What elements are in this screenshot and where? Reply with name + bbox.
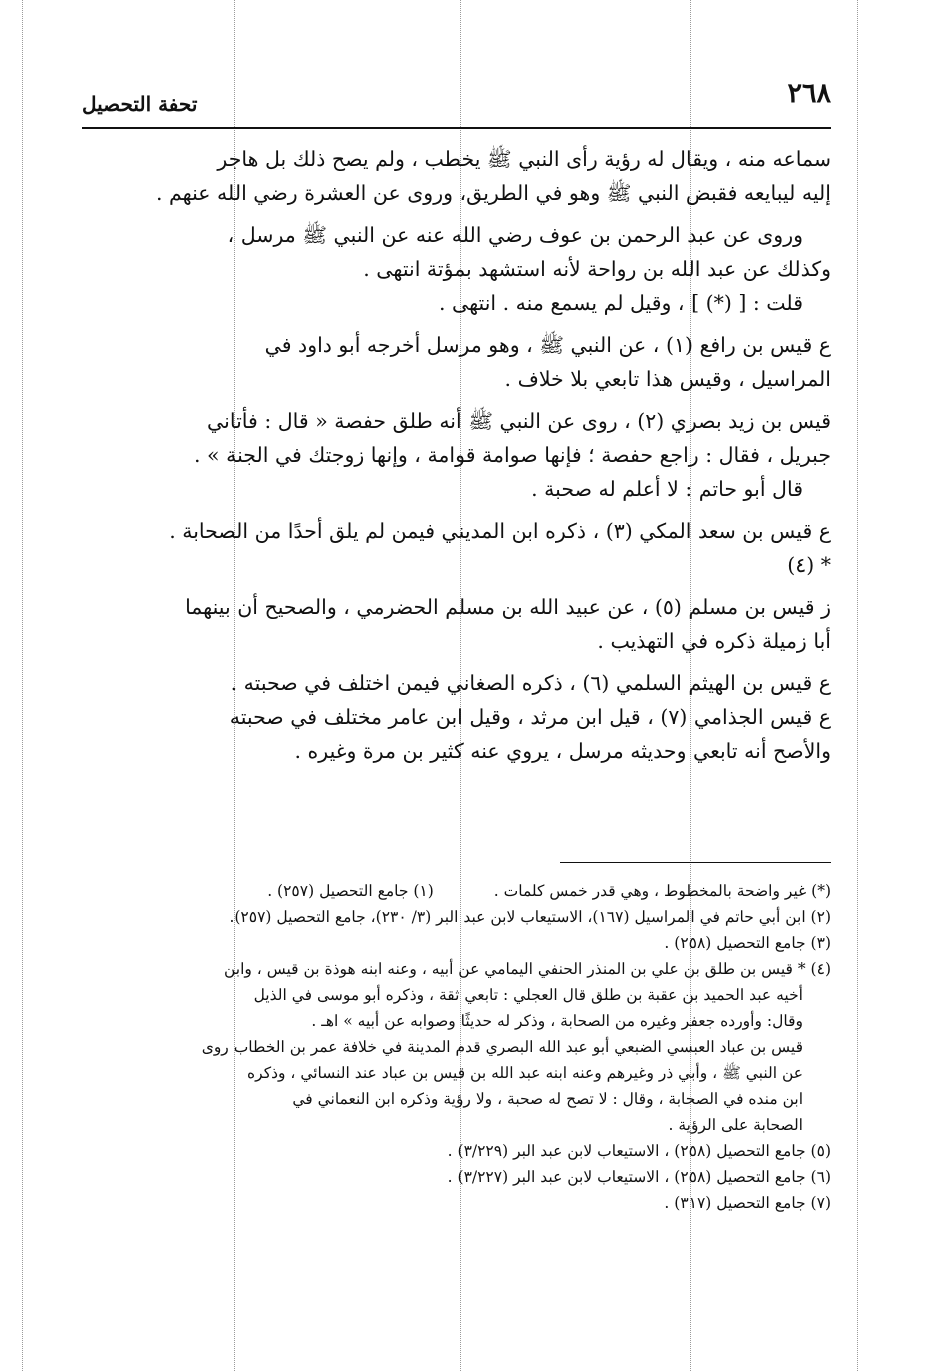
- entry-qays-ibn-rafi: ع قيس بن رافع (١) ، عن النبي ﷺ ، وهو مرسل أخرجه أبو داود في: [264, 333, 831, 357]
- text-line: أبا زميلة ذكره في التهذيب .: [597, 629, 831, 653]
- main-text: [82, 142, 831, 768]
- text-line: وروى عن عبد الرحمن بن عوف رضي الله عنه عن النبي ﷺ مرسل ،: [227, 223, 803, 247]
- footnote-3: (٣) جامع التحصيل (٢٥٨) .: [664, 934, 831, 952]
- entry-qays-al-judhami: ع قيس الجذامي (٧) ، قيل ابن مرثد ، وقيل ابن عامر مختلف في صحبته: [229, 705, 831, 729]
- text-line: قال أبو حاتم : لا أعلم له صحبة .: [531, 477, 803, 501]
- footnote-1: (١) جامع التحصيل (٢٥٧) .: [267, 882, 434, 900]
- text-line: والأصح أنه تابعي وحديثه مرسل ، يروي عنه كثير بن مرة وغيره .: [294, 739, 831, 763]
- entry-qays-ibn-zayd: قيس بن زيد بصري (٢) ، روى عن النبي ﷺ أنه طلق حفصة « قال : فأتاني: [207, 409, 831, 433]
- footnotes: [82, 878, 831, 1216]
- footnote-4-cont: أخيه عبد الحميد بن عقبة بن طلق قال العجلي : تابعي ثقة ، وذكره أبو موسى في الذيل: [253, 986, 803, 1004]
- footnote-4: (٤) * قيس بن طلق بن علي بن المنذر الحنفي اليمامي عن أبيه ، وعنه ابنه هوذة بن قيس ، وابن: [223, 960, 831, 978]
- text-line: سماعه منه ، ويقال له رؤية رأى النبي ﷺ يخطب ، ولم يصح ذلك بل هاجر: [217, 147, 831, 171]
- footnote-4-cont: قيس بن عباد العبسي الضبعي أبو عبد الله البصري قدم المدينة في خلافة عمر بن الخطاب روى: [201, 1038, 803, 1056]
- entry-qays-ibn-muslim: ز قيس بن مسلم (٥) ، عن عبيد الله بن مسلم الحضرمي ، والصحيح أن بينهما: [185, 595, 831, 619]
- text-line: إليه ليبايعه فقبض النبي ﷺ وهو في الطريق، وروى عن العشرة رضي الله عنهم .: [156, 181, 831, 205]
- header-rule: [82, 127, 831, 129]
- scan-guide-line: [857, 0, 858, 1371]
- footnote-7: (٧) جامع التحصيل (٣١٧) .: [664, 1194, 831, 1212]
- footnote-4-cont: الصحابة على الرؤية .: [668, 1116, 803, 1134]
- footnote-2: (٢) ابن أبي حاتم في المراسيل (١٦٧)، الاستيعاب لابن عبد البر (٣/ ٢٣٠)، جامع التحصيل (٢٥٧).: [229, 908, 831, 926]
- footnote-4-cont: عن النبي ﷺ ، وأبي ذر وغيرهم وعنه ابنه عبد الله بن قيس بن عباد عند النسائي ، وذكره: [247, 1064, 803, 1082]
- page-header: [82, 78, 831, 124]
- text-line: قلت : [ (*) ] ، وقيل لم يسمع منه . انتهى .: [438, 291, 803, 315]
- footnote-star: (*) غير واضحة بالمخطوط ، وهي قدر خمس كلمات .: [493, 882, 831, 900]
- running-title: تحفة التحصيل: [82, 92, 198, 116]
- footnote-rule: [560, 862, 831, 863]
- footnote-4-cont: وقال: وأورده جعفر وغيره من الصحابة ، وذكر له حديثًا وصوابه عن أبيه » اهـ .: [311, 1012, 803, 1030]
- entry-qays-ibn-sad: ع قيس بن سعد المكي (٣) ، ذكره ابن المديني فيمن لم يلق أحدًا من الصحابة .: [169, 519, 831, 543]
- footnote-5: (٥) جامع التحصيل (٢٥٨) ، الاستيعاب لابن عبد البر (٣/٢٢٩) .: [447, 1142, 831, 1160]
- footnote-4-cont: ابن منده في الصحابة ، وقال : لا تصح له صحبة ، ولا رؤية وذكره ابن النعماني في: [292, 1090, 803, 1108]
- text-line: وكذلك عن عبد الله بن رواحة لأنه استشهد بمؤتة انتهى .: [363, 257, 831, 281]
- page-number: ٢٦٨: [787, 78, 831, 109]
- entry-qays-ibn-al-haytham: ع قيس بن الهيثم السلمي (٦) ، ذكره الصغاني فيمن اختلف في صحبته .: [230, 671, 831, 695]
- footnote-row: [82, 878, 831, 904]
- scan-guide-line: [22, 0, 23, 1371]
- footnote-marker: * (٤): [787, 553, 831, 577]
- footnote-6: (٦) جامع التحصيل (٢٥٨) ، الاستيعاب لابن عبد البر (٣/٢٢٧) .: [447, 1168, 831, 1186]
- text-line: جبريل ، فقال : راجع حفصة ؛ فإنها صوامة قوامة ، وإنها زوجتك في الجنة » .: [193, 443, 831, 467]
- text-line: المراسيل ، وقيس هذا تابعي بلا خلاف .: [504, 367, 831, 391]
